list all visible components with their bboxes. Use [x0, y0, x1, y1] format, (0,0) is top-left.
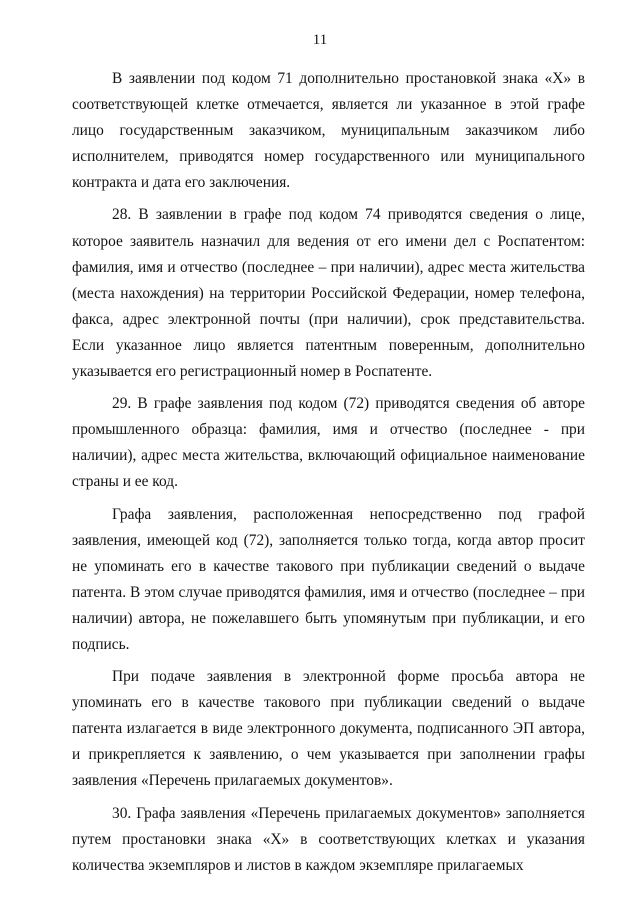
page-number: 11	[312, 32, 328, 48]
paragraph-item-28: 28. В заявлении в графе под кодом 74 приводятся сведения о лице, которое заявитель назначил для ведения от его имени дел с Роспатентом: фамилия, имя и отчество (последнее – при наличии), адрес места жительства (места нахождения) на территории Российской Федерации, номер телефона, факса, адрес электронной почты (при наличии), срок представительства. Если указанное лицо является патентным поверенным, дополнительно указывается его регистрационный номер в Роспатенте.	[72, 206, 585, 381]
document-body	[72, 66, 585, 879]
paragraph-author-refusal: Графа заявления, расположенная непосредственно под графой заявления, имеющей код (72), заполняется только тогда, когда автор просит не упоминать его в качестве такового при публикации сведений о выдаче патента. В этом случае приводятся фамилия, имя и отчество (последнее – при наличии) автора, не пожелавшего быть упомянутым при публикации, и его подпись.	[72, 505, 585, 653]
paragraph-item-30: 30. Графа заявления «Перечень прилагаемых документов» заполняется путем простановки знака «X» в соответствующих клетках и указания количества экземпляров и листов в каждом экземпляре прилагаемых	[72, 804, 585, 874]
paragraph-electronic-form: При подаче заявления в электронной форме просьба автора не упоминать его в качестве такового при публикации сведений о выдаче патента излагается в виде электронного документа, подписанного ЭП автора, и прикрепляется к заявлению, о чем указывается при заполнении графы заявления «Перечень прилагаемых документов».	[72, 668, 585, 790]
paragraph-item-29: 29. В графе заявления под кодом (72) приводятся сведения об авторе промышленного образца: фамилия, имя и отчество (последнее - при наличии), адрес места жительства, включающий официальное наименование страны и ее код.	[72, 395, 585, 491]
paragraph-code-71: В заявлении под кодом 71 дополнительно простановкой знака «X» в соответствующей клетке отмечается, является ли указанное в этой графе лицо государственным заказчиком, муниципальным заказчиком либо исполнителем, приводятся номер государственного или муниципального контракта и дата его заключения.	[72, 70, 585, 192]
